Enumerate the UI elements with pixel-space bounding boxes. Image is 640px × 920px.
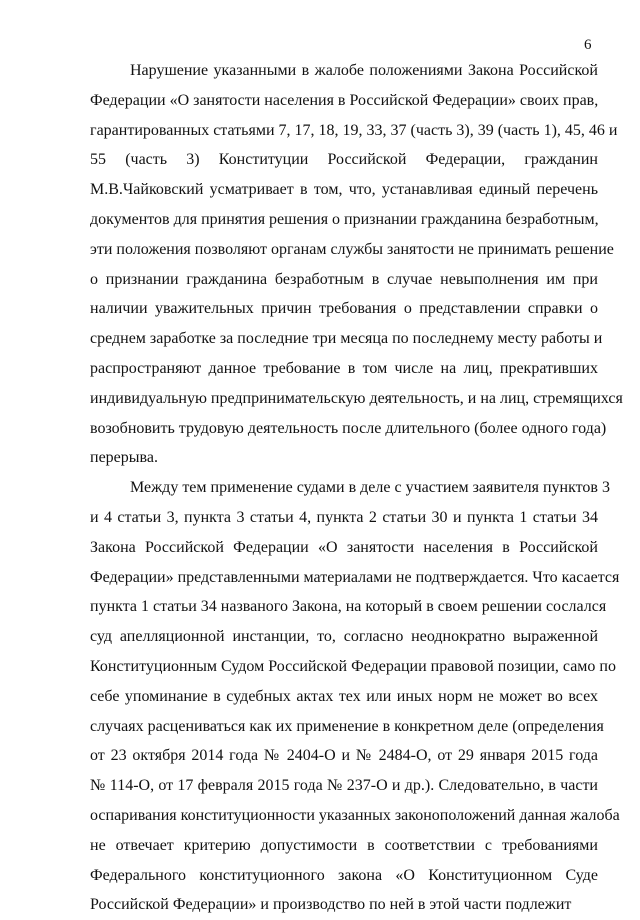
text-line: пункта 1 статьи 34 названого Закона, на который в своем решении сослался	[90, 598, 607, 616]
text-line: наличии уважительных причин требования о представлении справки о	[90, 300, 598, 318]
text-line: от 23 октября 2014 года № 2404-О и № 2484-О, от 29 января 2015 года	[90, 747, 598, 765]
text-line: индивидуальную предпринимательскую деятельность, и на лиц, стремящихся	[90, 389, 623, 407]
text-line: возобновить трудовую деятельность после длительного (более одного года)	[90, 419, 607, 437]
text-line: себе упоминание в судебных актах тех или иных норм не может во всех	[90, 687, 598, 705]
paragraph	[90, 473, 620, 920]
text-line: Нарушение указанными в жалобе положениями Закона Российской	[130, 62, 598, 79]
text-line: случаях расцениваться как их применение в конкретном деле (определения	[90, 717, 604, 735]
text-line: оспаривания конституционности указанных законоположений данная жалоба	[90, 806, 620, 824]
text-line: Федерального конституционного закона «О Конституционном Суде	[90, 866, 598, 884]
text-line: среднем заработке за последние три месяца по последнему месту работы и	[90, 330, 603, 348]
text-line: Между тем применение судами в деле с участием заявителя пунктов 3	[130, 479, 610, 497]
text-line: распространяют данное требование в том числе на лиц, прекративших	[90, 359, 598, 377]
text-line: суд апелляционной инстанции, то, согласно неоднократно выраженной	[90, 628, 598, 646]
text-line: документов для принятия решения о признании гражданина безработным,	[90, 210, 599, 228]
text-line: Федерации» представленными материалами не подтверждается. Что касается	[90, 568, 620, 586]
document-body	[90, 56, 623, 920]
page-number: 6	[584, 37, 592, 53]
text-line: эти положения позволяют органам службы занятости не принимать решение	[90, 240, 614, 258]
text-line: и 4 статьи 3, пункта 3 статьи 4, пункта 2 статьи 30 и пункта 1 статьи 34	[90, 508, 598, 526]
text-line: М.В.Чайковский усматривает в том, что, устанавливая единый перечень	[90, 181, 598, 199]
text-line: Федерации «О занятости населения в Российской Федерации» своих прав,	[90, 91, 599, 109]
text-line: гарантированных статьями 7, 17, 18, 19, 33, 37 (часть 3), 39 (часть 1), 45, 46 и	[90, 121, 618, 139]
text-line: перерыва.	[90, 449, 158, 467]
text-line: Конституционным Судом Российской Федерации правовой позиции, само по	[90, 657, 616, 675]
text-line: не отвечает критерию допустимости в соответствии с требованиями	[90, 836, 598, 854]
paragraph	[90, 56, 623, 473]
text-line: Российской Федерации» и производство по ней в этой части подлежит	[90, 896, 572, 914]
text-line: 55 (часть 3) Конституции Российской Федерации, гражданин	[90, 151, 598, 169]
text-line: № 114-О, от 17 февраля 2015 года № 237-О и др.). Следовательно, в части	[90, 777, 598, 795]
text-line: Закона Российской Федерации «О занятости населения в Российской	[90, 538, 598, 556]
text-line: о признании гражданина безработным в случае невыполнения им при	[90, 270, 598, 288]
